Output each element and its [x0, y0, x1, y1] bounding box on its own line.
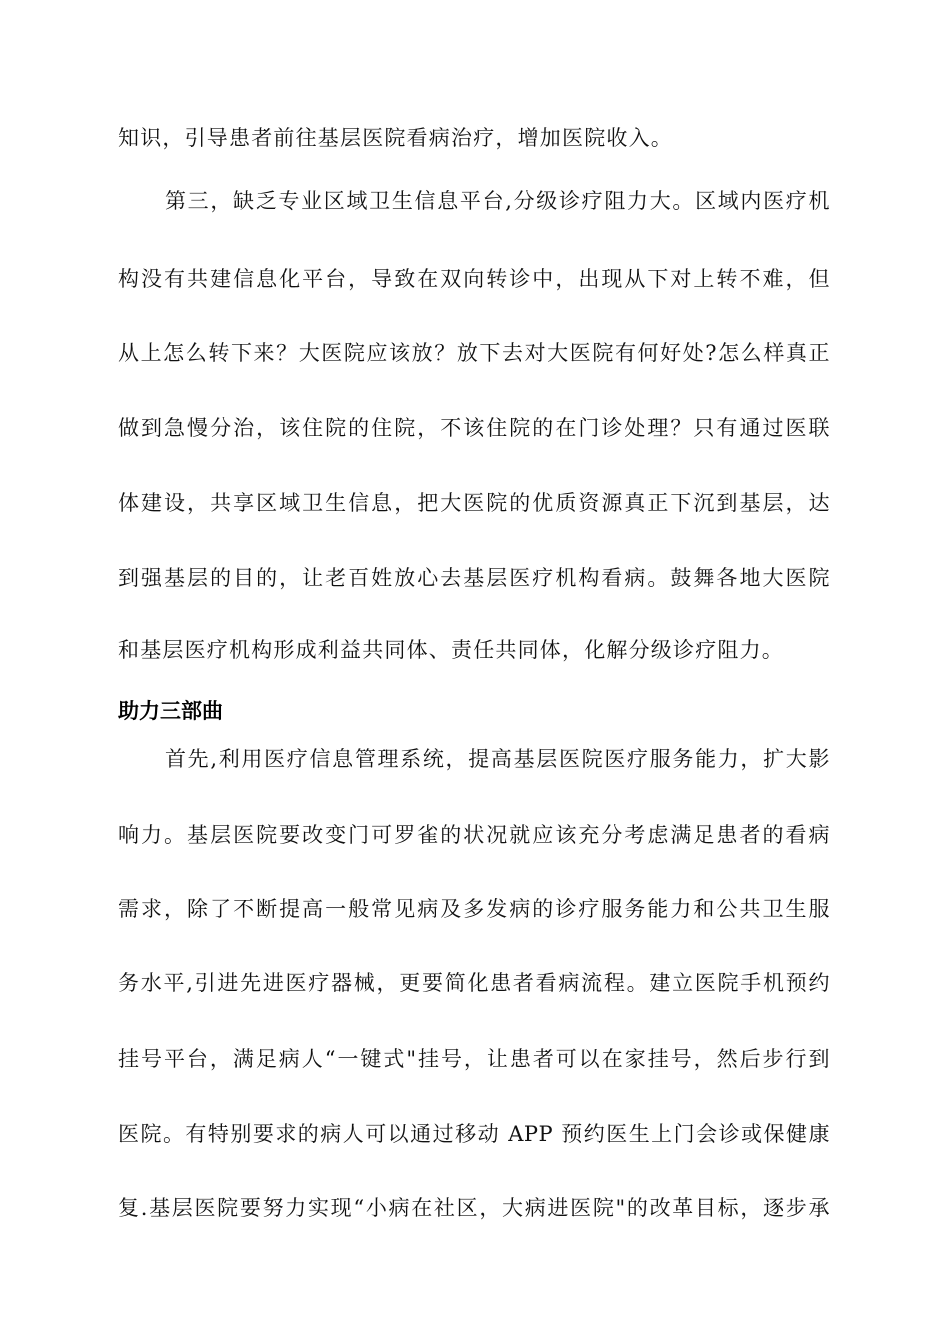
section-heading: 助力三部曲 [118, 699, 223, 723]
paragraph-line: 到强基层的目的，让老百姓放心去基层医疗机构看病。鼓舞各地大医院 [118, 566, 830, 590]
paragraph-line: 知识，引导患者前往基层医院看病治疗，增加医院收入。 [118, 126, 673, 150]
paragraph-line: 响力。基层医院要改变门可罗雀的状况就应该充分考虑满足患者的看病 [118, 823, 830, 847]
paragraph-line: 做到急慢分治，该住院的住院，不该住院的在门诊处理？只有通过医联 [118, 416, 830, 440]
paragraph-line: 构没有共建信息化平台，导致在双向转诊中，出现从下对上转不难，但 [118, 267, 830, 291]
paragraph-line: 复.基层医院要努力实现“小病在社区，大病进医院"的改革目标，逐步承 [118, 1196, 830, 1220]
paragraph-line: 医院。有特别要求的病人可以通过移动 APP 预约医生上门会诊或保健康 [118, 1122, 830, 1146]
paragraph-line: 务水平,引进先进医疗器械，更要简化患者看病流程。建立医院手机预约 [118, 971, 830, 995]
paragraph-line: 第三，缺乏专业区域卫生信息平台,分级诊疗阻力大。区域内医疗机 [165, 189, 830, 213]
paragraph-line: 需求，除了不断提高一般常见病及多发病的诊疗服务能力和公共卫生服 [118, 897, 830, 921]
paragraph-line: 首先,利用医疗信息管理系统，提高基层医院医疗服务能力，扩大影 [165, 747, 830, 771]
paragraph-line: 体建设，共享区域卫生信息，把大医院的优质资源真正下沉到基层，达 [118, 491, 830, 515]
paragraph-line: 挂号平台，满足病人“一键式"挂号，让患者可以在家挂号，然后步行到 [118, 1047, 830, 1071]
paragraph-line: 从上怎么转下来？大医院应该放？放下去对大医院有何好处?怎么样真正 [118, 341, 830, 365]
paragraph-line: 和基层医疗机构形成利益共同体、责任共同体，化解分级诊疗阻力。 [118, 638, 784, 662]
